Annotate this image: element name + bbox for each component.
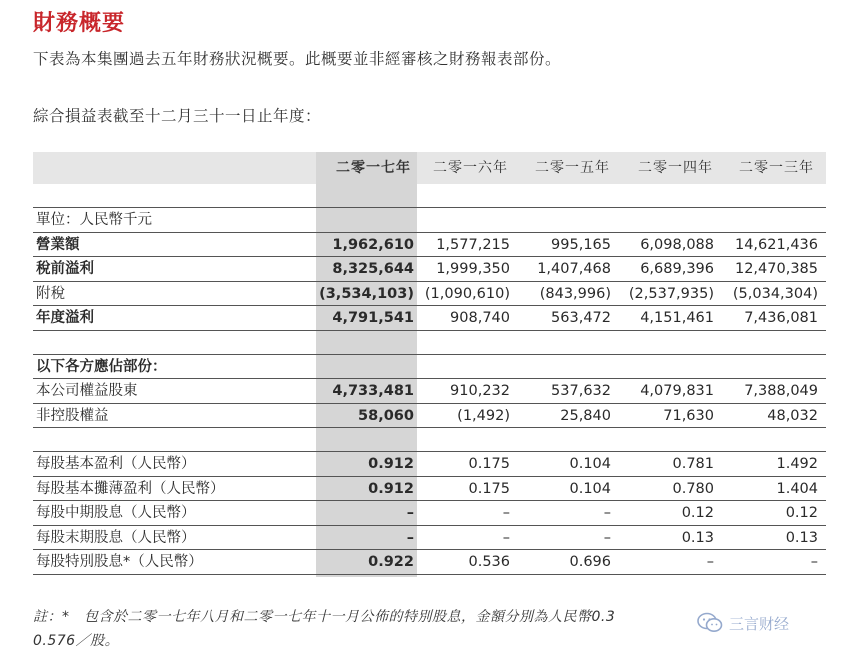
cell-value: 4,733,481 bbox=[332, 383, 414, 399]
cell-value: 1,577,215 bbox=[436, 236, 510, 253]
table-row bbox=[33, 379, 826, 404]
cell-value: 4,079,831 bbox=[640, 383, 714, 399]
cell-value: 7,388,049 bbox=[744, 383, 818, 399]
spacer-row bbox=[33, 184, 826, 208]
cell-value: (843,996) bbox=[539, 285, 611, 302]
row-label: 附稅 bbox=[36, 285, 65, 302]
row-label: 年度溢利 bbox=[36, 310, 94, 326]
watermark bbox=[697, 611, 789, 635]
footnote bbox=[33, 605, 733, 653]
cell-value: – bbox=[603, 529, 611, 546]
spacer-row bbox=[33, 331, 826, 355]
wechat-icon bbox=[697, 612, 723, 634]
cell-value: – bbox=[406, 505, 414, 521]
cell-value: 1,962,610 bbox=[332, 236, 414, 253]
year-header: 二零一五年 bbox=[535, 160, 610, 176]
cell-value: – bbox=[706, 554, 714, 570]
section-title-row bbox=[33, 355, 826, 380]
cell-value: 14,621,436 bbox=[734, 236, 818, 253]
row-label: 每股末期股息（人民幣） bbox=[36, 529, 196, 546]
section-title: 以下各方應佔部份： bbox=[36, 358, 167, 375]
cell-value: 908,740 bbox=[450, 310, 510, 326]
cell-value: 563,472 bbox=[551, 310, 611, 326]
watermark-text: 三言财经 bbox=[729, 614, 790, 633]
row-label: 稅前溢利 bbox=[36, 261, 94, 277]
table-row bbox=[33, 526, 826, 551]
row-label: 非控股權益 bbox=[36, 407, 109, 424]
cell-value: 6,689,396 bbox=[640, 261, 714, 277]
year-header: 二零一七年 bbox=[336, 160, 411, 176]
year-header: 二零一六年 bbox=[433, 160, 508, 176]
cell-value: 48,032 bbox=[767, 407, 818, 424]
cell-value: 25,840 bbox=[560, 407, 611, 424]
cell-value: 0.536 bbox=[468, 554, 510, 570]
row-label: 營業額 bbox=[36, 236, 80, 253]
table-row bbox=[33, 282, 826, 307]
cell-value: 4,791,541 bbox=[332, 310, 414, 326]
cell-value: 58,060 bbox=[358, 407, 414, 424]
cell-value: 0.175 bbox=[468, 456, 510, 472]
cell-value: 1.492 bbox=[776, 456, 818, 472]
cell-value: 6,098,088 bbox=[640, 236, 714, 253]
cell-value: – bbox=[502, 529, 510, 546]
cell-value: 0.13 bbox=[785, 529, 818, 546]
cell-value: 0.175 bbox=[468, 480, 510, 497]
cell-value: 910,232 bbox=[450, 383, 510, 399]
table-subtitle: 綜合損益表截至十二月三十一日止年度： bbox=[33, 107, 322, 125]
table-row bbox=[33, 452, 826, 477]
table-row bbox=[33, 404, 826, 429]
cell-value: (5,034,304) bbox=[732, 285, 818, 302]
cell-value: (3,534,103) bbox=[319, 285, 414, 302]
cell-value: – bbox=[810, 554, 818, 570]
cell-value: – bbox=[502, 505, 510, 521]
cell-value: 12,470,385 bbox=[734, 261, 818, 277]
row-label: 每股基本盈利（人民幣） bbox=[36, 456, 196, 472]
financial-summary-table bbox=[33, 152, 826, 575]
row-label: 每股基本攤薄盈利（人民幣） bbox=[36, 480, 225, 497]
cell-value: 0.780 bbox=[672, 480, 714, 497]
cell-value: 1.404 bbox=[776, 480, 818, 497]
cell-value: 0.912 bbox=[368, 456, 414, 472]
row-label: 本公司權益股東 bbox=[36, 383, 138, 399]
intro-text: 下表為本集團過去五年財務狀況概要。此概要並非經審核之財務報表部份。 bbox=[33, 50, 562, 68]
page-title: 財務概要 bbox=[33, 11, 126, 36]
cell-value: 1,999,350 bbox=[436, 261, 510, 277]
header-row bbox=[33, 152, 826, 184]
cell-value: 0.104 bbox=[569, 480, 611, 497]
table-row bbox=[33, 233, 826, 258]
cell-value: 0.104 bbox=[569, 456, 611, 472]
cell-value: 0.696 bbox=[569, 554, 611, 570]
table-row bbox=[33, 550, 826, 575]
cell-value: 0.12 bbox=[785, 505, 818, 521]
cell-value: (1,492) bbox=[457, 407, 510, 424]
cell-value: 8,325,644 bbox=[332, 261, 414, 277]
cell-value: (2,537,935) bbox=[628, 285, 714, 302]
cell-value: 7,436,081 bbox=[744, 310, 818, 326]
table-row bbox=[33, 306, 826, 331]
cell-value: – bbox=[603, 505, 611, 521]
footnote-line-1: 註：* 包含於二零一七年八月和二零一七年十一月公佈的特別股息，金額分別為人民幣0.3 bbox=[33, 609, 616, 625]
row-label: 每股中期股息（人民幣） bbox=[36, 505, 196, 521]
cell-value: 0.12 bbox=[681, 505, 714, 521]
cell-value: 0.781 bbox=[672, 456, 714, 472]
table-row bbox=[33, 501, 826, 526]
unit-row bbox=[33, 208, 826, 233]
cell-value: 71,630 bbox=[663, 407, 714, 424]
cell-value: (1,090,610) bbox=[424, 285, 510, 302]
cell-value: 0.912 bbox=[368, 480, 414, 497]
cell-value: 0.13 bbox=[681, 529, 714, 546]
row-label: 每股特別股息*（人民幣） bbox=[36, 554, 203, 570]
table-row bbox=[33, 477, 826, 502]
cell-value: 537,632 bbox=[551, 383, 611, 399]
footnote-line-2: 0.576／股。 bbox=[33, 633, 120, 649]
cell-value: 1,407,468 bbox=[537, 261, 611, 277]
cell-value: 995,165 bbox=[551, 236, 611, 253]
cell-value: 4,151,461 bbox=[640, 310, 714, 326]
spacer-row bbox=[33, 428, 826, 452]
year-header: 二零一四年 bbox=[638, 160, 713, 176]
table-row bbox=[33, 257, 826, 282]
unit-label: 單位：人民幣千元 bbox=[36, 212, 152, 228]
cell-value: – bbox=[406, 529, 414, 546]
cell-value: 0.922 bbox=[368, 554, 414, 570]
year-header: 二零一三年 bbox=[739, 160, 814, 176]
